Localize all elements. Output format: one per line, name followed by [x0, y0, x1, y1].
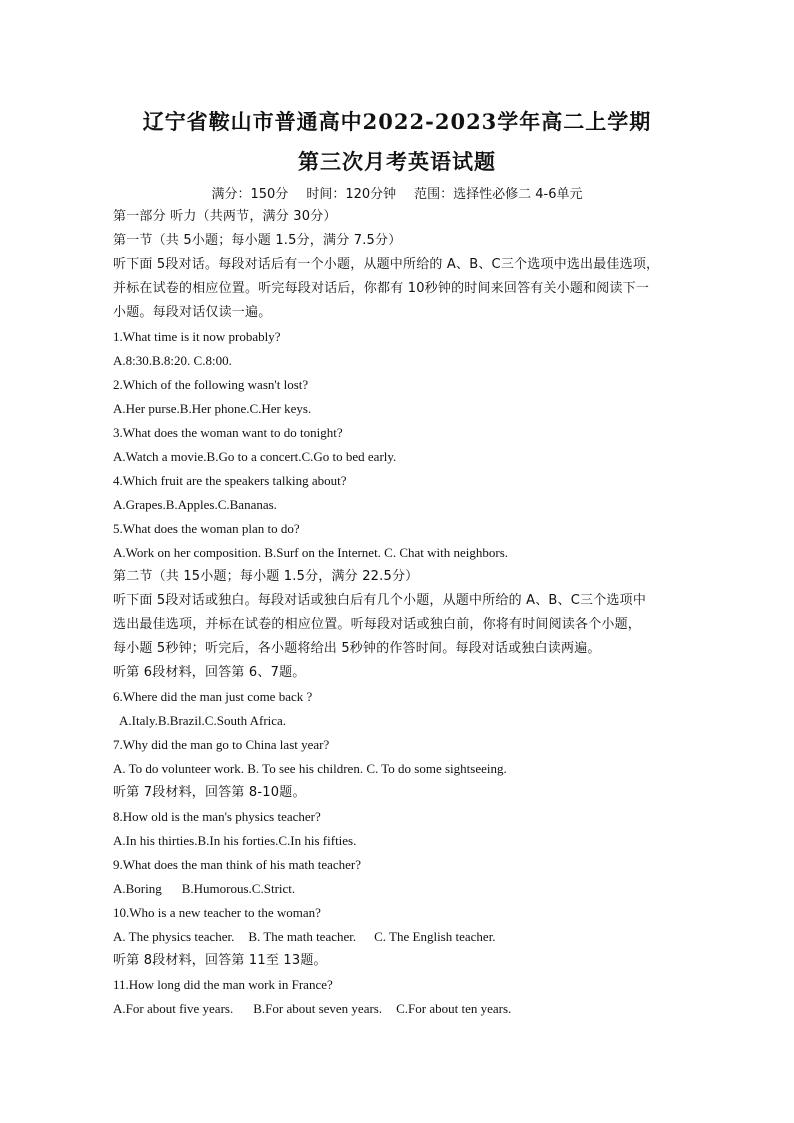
question-options [113, 997, 688, 1021]
exam-title-line2: 第三次月考英语试题 [298, 149, 496, 174]
section1-heading: 第一节（共 5小题；每小题 1.5分，满分 7.5分） [113, 233, 402, 248]
section2-instructions-line: 听下面 5段对话或独白。每段对话或独白后有几个小题，从题中所给的 A、B、C三个选项中 [113, 593, 647, 608]
question-options: A.In his thirties.B.In his forties.C.In his fifties. [113, 833, 357, 848]
question-stem: 8.How old is the man's physics teacher? [113, 809, 321, 824]
question-options: A.Watch a movie.B.Go to a concert.C.Go to bed early. [113, 449, 397, 464]
option-a: A.For about five years. [113, 1001, 234, 1016]
exam-scope: 范围：选择性必修二 4-6单元 [414, 187, 583, 202]
section2-heading: 第二节（共 15小题；每小题 1.5分，满分 22.5分） [113, 569, 419, 584]
question-stem: 4.Which fruit are the speakers talking about? [113, 473, 347, 488]
section2-instructions-line: 选出最佳选项，并标在试卷的相应位置。听每段对话或独白前，你将有时间阅读各个小题， [113, 617, 642, 632]
option-c: C. The English teacher. [374, 929, 496, 944]
option-c: C.For about ten years. [396, 1001, 512, 1016]
material-heading: 听第 6段材料，回答第 6、7题。 [113, 665, 306, 680]
section1-instructions-line: 听下面 5段对话。每段对话后有一个小题，从题中所给的 A、B、C三个选项中选出最佳选项， [113, 257, 660, 272]
question-stem: 3.What does the woman want to do tonight? [113, 425, 343, 440]
question-stem: 10.Who is a new teacher to the woman? [113, 905, 321, 920]
question-stem: 11.How long did the man work in France? [113, 977, 333, 992]
question-stem: 2.Which of the following wasn't lost? [113, 377, 309, 392]
section1-instructions-line: 并标在试卷的相应位置。听完每段对话后，你都有 10秒钟的时间来回答有关小题和阅读下一 [113, 281, 650, 296]
exam-meta [0, 183, 794, 202]
question-options: A. To do volunteer work. B. To see his children. C. To do some sightseeing. [113, 761, 507, 776]
full-score: 满分：150分 [211, 187, 289, 202]
question-stem: 1.What time is it now probably? [113, 329, 281, 344]
question-options: A.Grapes.B.Apples.C.Bananas. [113, 497, 277, 512]
material-heading: 听第 7段材料，回答第 8-10题。 [113, 785, 306, 800]
section1-instructions-line: 小题。每段对话仅读一遍。 [113, 305, 272, 320]
option-b: B.For about seven years. [253, 1001, 383, 1016]
question-options: A.Her purse.B.Her phone.C.Her keys. [113, 401, 312, 416]
exam-time: 时间：120分钟 [306, 187, 397, 202]
exam-title-line1: 辽宁省鞍山市普通高中2022-2023学年高二上学期 [142, 109, 652, 134]
part1-heading: 第一部分 听力（共两节，满分 30分） [113, 209, 337, 224]
question-options [113, 925, 688, 949]
question-stem: 7.Why did the man go to China last year? [113, 737, 330, 752]
material-heading: 听第 8段材料，回答第 11至 13题。 [113, 953, 327, 968]
option-b: B. The math teacher. [248, 929, 357, 944]
question-stem: 6.Where did the man just come back ? [113, 689, 313, 704]
exam-body [113, 205, 688, 1021]
question-options: A.Italy.B.Brazil.C.South Africa. [119, 713, 287, 728]
question-stem: 9.What does the man think of his math teacher? [113, 857, 362, 872]
question-options: A.Work on her composition. B.Surf on the Internet. C. Chat with neighbors. [113, 545, 509, 560]
question-stem: 5.What does the woman plan to do? [113, 521, 300, 536]
option-a: A.Boring [113, 881, 162, 896]
option-a: A. The physics teacher. [113, 929, 235, 944]
question-options [113, 877, 688, 901]
question-options: A.8:30.B.8:20. C.8:00. [113, 353, 232, 368]
section2-instructions-line: 每小题 5秒钟；听完后，各小题将给出 5秒钟的作答时间。每段对话或独白读两遍。 [113, 641, 601, 656]
option-bc: B.Humorous.C.Strict. [181, 881, 296, 896]
